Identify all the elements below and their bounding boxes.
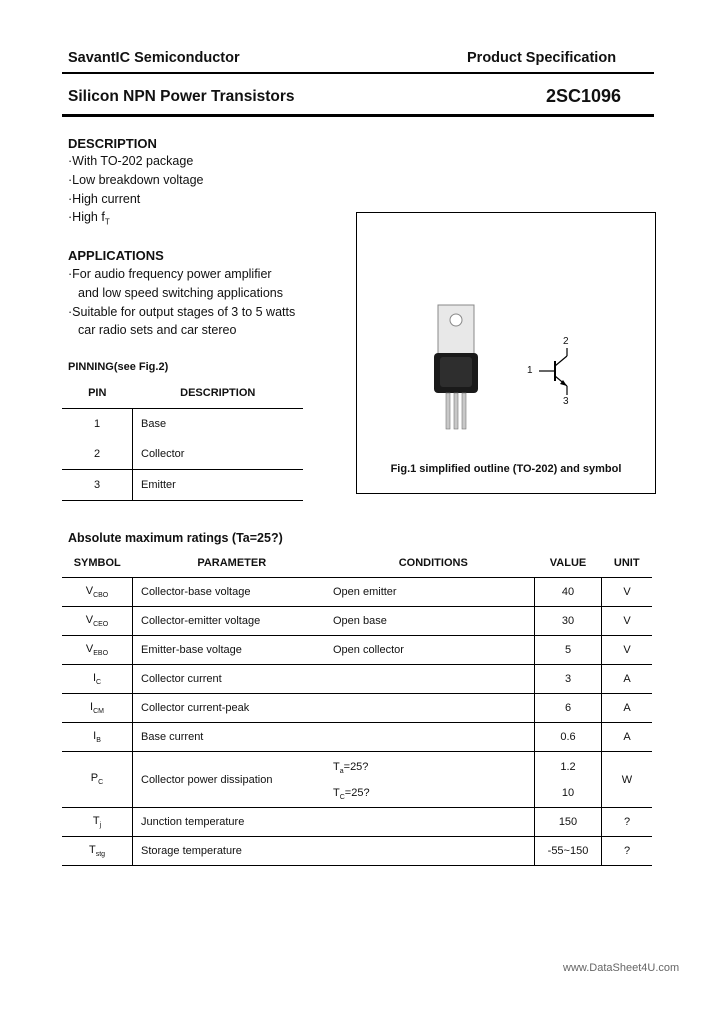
rating-condition: Open base xyxy=(332,607,535,636)
rating-parameter: Collector-base voltage xyxy=(133,578,333,607)
package-hole xyxy=(450,314,462,326)
symbol-pin-3: 3 xyxy=(563,396,569,407)
rating-parameter: Junction temperature xyxy=(133,808,333,837)
application-line: and low speed switching applications xyxy=(78,285,283,300)
rating-unit: A xyxy=(602,694,653,723)
application-line: car radio sets and car stereo xyxy=(78,323,237,338)
rating-unit: V xyxy=(602,578,653,607)
rating-parameter: Collector current xyxy=(133,665,333,694)
description-item: ·High current xyxy=(68,191,141,206)
description-ft-sub: T xyxy=(104,217,110,227)
header-rule-bottom xyxy=(62,114,654,117)
applications-title: APPLICATIONS xyxy=(68,248,164,263)
table-row xyxy=(62,636,652,665)
rating-value: -55~150 xyxy=(535,837,602,866)
package-lead xyxy=(454,393,458,429)
pin-header: PIN xyxy=(62,378,133,409)
rating-parameter: Storage temperature xyxy=(133,837,333,866)
rating-condition xyxy=(332,808,535,837)
rating-parameter: Collector-emitter voltage xyxy=(133,607,333,636)
table-row xyxy=(62,837,652,866)
rating-unit: V xyxy=(602,607,653,636)
part-number: 2SC1096 xyxy=(546,86,622,106)
symbol-pin-2: 2 xyxy=(563,336,569,347)
figure-caption: Fig.1 simplified outline (TO-202) and symbol xyxy=(390,463,622,475)
rating-unit: V xyxy=(602,636,653,665)
pin-number: 3 xyxy=(62,470,133,501)
rating-value: 1.2 10 xyxy=(535,752,602,808)
table-row xyxy=(62,665,652,694)
rating-condition: Open collector xyxy=(332,636,535,665)
symbol-pin-1: 1 xyxy=(527,365,533,376)
doc-type: Product Specification xyxy=(467,50,617,66)
rating-parameter: Base current xyxy=(133,723,333,752)
rating-unit: A xyxy=(602,665,653,694)
rating-symbol: $V_{CEO}$ xyxy=(62,607,133,636)
rating-symbol: $V_{CBO}$ xyxy=(62,578,133,607)
rating-value: 3 xyxy=(535,665,602,694)
rating-condition xyxy=(332,665,535,694)
rating-symbol: $T_j$ xyxy=(62,808,133,837)
applications-list xyxy=(68,265,295,340)
to202-package-drawing xyxy=(357,213,655,493)
table-row xyxy=(62,808,652,837)
application-line: ·For audio frequency power amplifier xyxy=(68,267,272,281)
description-ft-text: ·High f xyxy=(68,210,105,225)
rating-value: 40 xyxy=(535,578,602,607)
rating-parameter: Collector current-peak xyxy=(133,694,333,723)
description-list xyxy=(68,152,204,233)
rating-condition xyxy=(332,837,535,866)
rating-parameter: Emitter-base voltage xyxy=(133,636,333,665)
rating-value: 0.6 xyxy=(535,723,602,752)
description-title: DESCRIPTION xyxy=(68,136,157,151)
table-row xyxy=(62,607,652,636)
pin-desc-header: DESCRIPTION xyxy=(133,378,304,409)
rating-symbol: $V_{EBO}$ xyxy=(62,636,133,665)
ratings-header-parameter: PARAMETER xyxy=(133,548,333,578)
rating-condition xyxy=(332,723,535,752)
rating-symbol: $I_{CM}$ xyxy=(62,694,133,723)
package-tab xyxy=(438,305,474,357)
rating-unit: ? xyxy=(602,837,653,866)
rating-symbol: $I_C$ xyxy=(62,665,133,694)
company-name: SavantIC Semiconductor xyxy=(68,50,240,66)
rating-parameter: Collector power dissipation xyxy=(133,752,333,808)
rating-unit: ? xyxy=(602,808,653,837)
rating-symbol: $I_B$ xyxy=(62,723,133,752)
table-row xyxy=(62,578,652,607)
description-item-ft xyxy=(68,208,204,232)
rating-unit: W xyxy=(602,752,653,808)
ratings-header-value: VALUE xyxy=(535,548,602,578)
rating-value: 30 xyxy=(535,607,602,636)
rating-symbol: $T_{stg}$ xyxy=(62,837,133,866)
package-lead xyxy=(462,393,466,429)
symbol-collector xyxy=(555,356,567,366)
ratings-header-unit: UNIT xyxy=(602,548,653,578)
rating-symbol: $P_C$ xyxy=(62,752,133,808)
pin-description: Emitter xyxy=(133,470,304,501)
rating-value: 5 xyxy=(535,636,602,665)
pinning-title: PINNING(see Fig.2) xyxy=(68,361,169,373)
rating-value: 150 xyxy=(535,808,602,837)
rating-condition: Open emitter xyxy=(332,578,535,607)
package-lead xyxy=(446,393,450,429)
rating-condition: $T_a=25$? $T_C=25$? xyxy=(332,752,535,808)
description-item: ·With TO-202 package xyxy=(68,154,194,168)
table-row xyxy=(62,694,652,723)
pin-description: Base xyxy=(141,418,167,430)
table-row xyxy=(62,752,652,808)
pin-number: 2 xyxy=(62,439,133,470)
ratings-title: Absolute maximum ratings (Ta=25?) xyxy=(68,531,283,545)
product-title: Silicon NPN Power Transistors xyxy=(68,88,295,105)
ratings-header-conditions: CONDITIONS xyxy=(332,548,535,578)
figure-box xyxy=(356,212,656,494)
description-item: ·Low breakdown voltage xyxy=(68,172,204,187)
ratings-table xyxy=(62,548,652,866)
pin-number: 1 xyxy=(62,409,133,440)
pinning-table xyxy=(62,378,303,501)
header-rule-top xyxy=(62,72,654,74)
table-row xyxy=(62,723,652,752)
rating-unit: A xyxy=(602,723,653,752)
pin-description: Collector xyxy=(133,439,304,470)
footer-watermark: www.DataSheet4U.com xyxy=(563,962,680,974)
ratings-header-symbol: SYMBOL xyxy=(62,548,133,578)
rating-condition xyxy=(332,694,535,723)
rating-value: 6 xyxy=(535,694,602,723)
application-line: ·Suitable for output stages of 3 to 5 watts xyxy=(68,304,296,319)
